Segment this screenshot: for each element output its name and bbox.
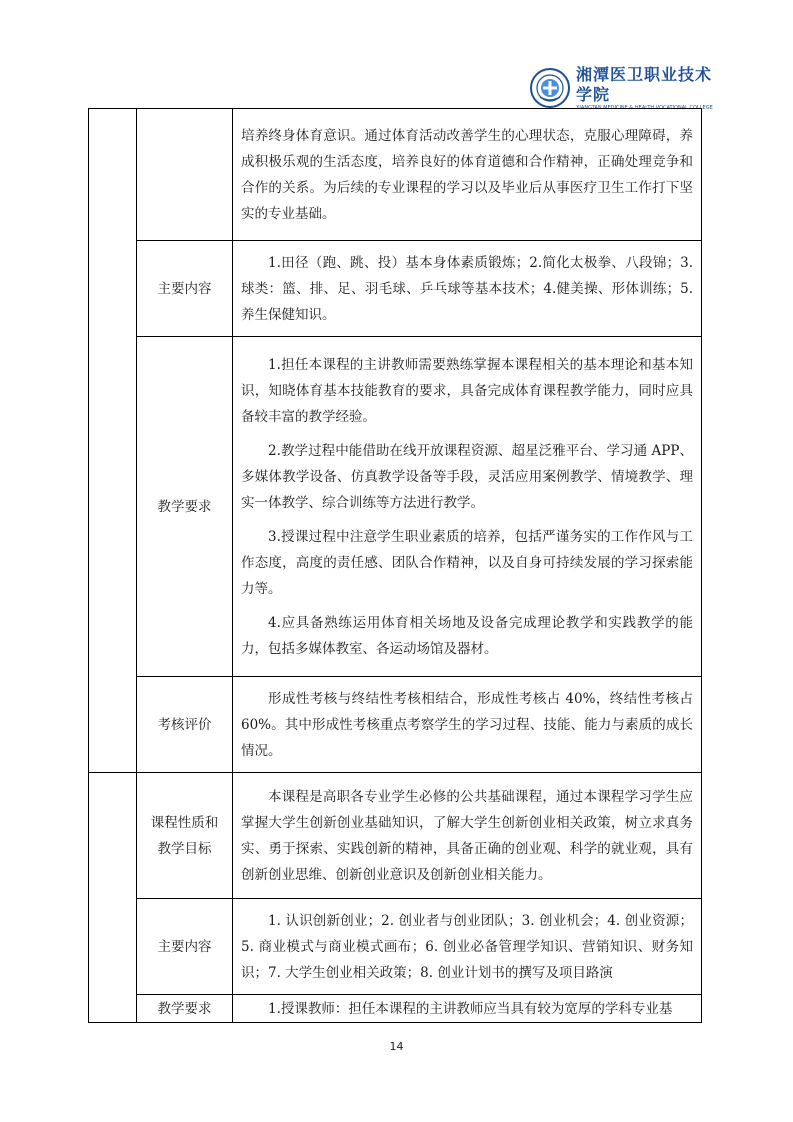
row-label: 教学要求: [137, 995, 233, 1023]
row-label: 考核评价: [137, 677, 233, 773]
table-row: [89, 899, 702, 995]
row-label: 主要内容: [137, 241, 233, 337]
course-name-cell: [89, 109, 137, 773]
row-content: [233, 109, 702, 241]
paragraph: 1.田径（跑、跳、投）基本身体素质锻炼；2.简化太极拳、八段锦；3.球类：篮、排、足、羽毛球、乒乓球等基本技术；4.健美操、形体训练；5.养生保健知识。: [241, 254, 693, 323]
row-label: 课程性质和 教学目标: [137, 773, 233, 899]
paragraph: 1. 认识创新创业；2. 创业者与创业团队；3. 创业机会；4. 创业资源；5. 商业模式与商业模式画布；6. 创业必备管理学知识、营销知识、财务知识；7. 大学生创业相关政策；8. 创业计划书的撰写及项目路演: [241, 912, 693, 981]
row-content: [233, 995, 702, 1023]
paragraph: 形成性考核与终结性考核相结合，形成性考核占 40%，终结性考核占 60%。其中形成性考核重点考察学生的学习过程、技能、能力与素质的成长情况。: [241, 690, 693, 759]
paragraph: 4.应具备熟练运用体育相关场地及设备完成理论教学和实践教学的能力，包括多媒体教室、各运动场馆及器材。: [241, 614, 693, 657]
college-seal-icon: [530, 68, 570, 108]
college-name-en: XIANGTAN MEDICINE & HEALTH VOCATIONAL COLLEGE: [576, 104, 713, 111]
paragraph: 培养终身体育意识。通过体育活动改善学生的心理状态，克服心理障碍，养成积极乐观的生活态度，培养良好的体育道德和合作精神，正确处理竞争和合作的关系。为后续的专业课程的学习以及毕业后从事医疗卫生工作打下坚实的专业基础。: [241, 127, 693, 222]
table-row: [89, 337, 702, 677]
table-row: [89, 241, 702, 337]
row-label: [137, 109, 233, 241]
table-row: [89, 995, 702, 1023]
college-logo: [530, 66, 720, 110]
page-number: 14: [389, 1040, 404, 1053]
row-content: [233, 337, 702, 677]
table-row: [89, 109, 702, 241]
paragraph: 3.授课过程中注意学生职业素质的培养，包括严谨务实的工作作风与工作态度，高度的责任感、团队合作精神，以及自身可持续发展的学习探索能力等。: [241, 528, 693, 597]
curriculum-table: [88, 108, 702, 1023]
table-row: [89, 773, 702, 899]
college-name-cn: 湘潭医卫职业技术学院: [576, 64, 713, 104]
row-content: [233, 677, 702, 773]
row-content: [233, 773, 702, 899]
row-content: [233, 241, 702, 337]
row-content: [233, 899, 702, 995]
course-name-cell: [89, 773, 137, 1023]
table-row: [89, 677, 702, 773]
paragraph: 2.教学过程中能借助在线开放课程资源、超星泛雅平台、学习通 APP、多媒体教学设备、仿真教学设备等手段，灵活应用案例教学、情境教学、理实一体教学、综合训练等方法进行教学。: [241, 442, 693, 511]
paragraph: 1.担任本课程的主讲教师需要熟练掌握本课程相关的基本理论和基本知识，知晓体育基本技能教育的要求，具备完成体育课程教学能力，同时应具备较丰富的教学经验。: [241, 356, 693, 425]
paragraph: 1.授课教师：担任本课程的主讲教师应当具有较为宽厚的学科专业基: [268, 1000, 673, 1017]
paragraph: 本课程是高职各专业学生必修的公共基础课程，通过本课程学习学生应掌握大学生创新创业基础知识，了解大学生创新创业相关政策，树立求真务实、勇于探索、实践创新的精神，具备正确的创业观、科学的就业观，具有创新创业思维、创新创业意识及创新创业相关能力。: [241, 788, 693, 883]
row-label: 主要内容: [137, 899, 233, 995]
row-label: 教学要求: [137, 337, 233, 677]
